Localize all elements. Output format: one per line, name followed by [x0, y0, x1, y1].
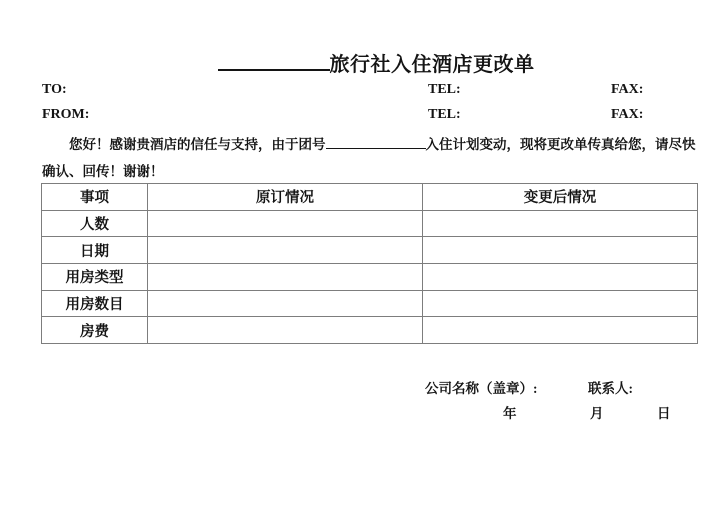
month-label: 月 [590, 406, 604, 421]
cell-original [148, 317, 423, 344]
header-changed: 变更后情况 [423, 184, 698, 211]
change-details-table [41, 183, 698, 344]
notice-line-1 [42, 131, 697, 158]
row-label: 用房类型 [42, 263, 148, 290]
cell-changed [423, 317, 698, 344]
cell-changed [423, 237, 698, 264]
cell-original [148, 237, 423, 264]
row-label: 用房数目 [42, 290, 148, 317]
header-item: 事项 [42, 184, 148, 211]
cell-changed [423, 210, 698, 237]
company-seal-label: 公司名称（盖章）: [425, 381, 538, 396]
fax-label-2: FAX: [611, 107, 644, 122]
cell-changed [423, 290, 698, 317]
header-original: 原订情况 [148, 184, 423, 211]
cell-original [148, 290, 423, 317]
notice-text-after-blank: 入住计划变动，现将更改单传真给您，请尽快 [425, 137, 696, 152]
table-row-people [42, 210, 698, 237]
fax-label-1: FAX: [611, 82, 644, 97]
cell-original [148, 263, 423, 290]
row-label: 房费 [42, 317, 148, 344]
tel-label-1: TEL: [428, 82, 461, 97]
cell-original [148, 210, 423, 237]
table-row-room-count [42, 290, 698, 317]
table-row-room-fee [42, 317, 698, 344]
cell-changed [423, 263, 698, 290]
row-label: 人数 [42, 210, 148, 237]
from-label: FROM: [42, 107, 90, 122]
form-title: 旅行社入住酒店更改单 [329, 54, 535, 76]
agency-name-blank-line [218, 53, 330, 71]
notice-paragraph [42, 131, 697, 185]
notice-line-2: 确认、回传！谢谢！ [42, 164, 164, 179]
to-label: TO: [42, 82, 67, 97]
row-label: 日期 [42, 237, 148, 264]
table-row-room-type [42, 263, 698, 290]
notice-text-before-blank: 您好！感谢贵酒店的信任与支持，由于团号 [69, 137, 326, 152]
table-row-date [42, 237, 698, 264]
contact-person-label: 联系人: [588, 381, 633, 396]
day-label: 日 [657, 406, 671, 421]
tel-label-2: TEL: [428, 107, 461, 122]
year-label: 年 [503, 406, 517, 421]
table-header-row [42, 184, 698, 211]
form-title-row [0, 48, 720, 77]
group-number-blank-line [326, 135, 426, 149]
